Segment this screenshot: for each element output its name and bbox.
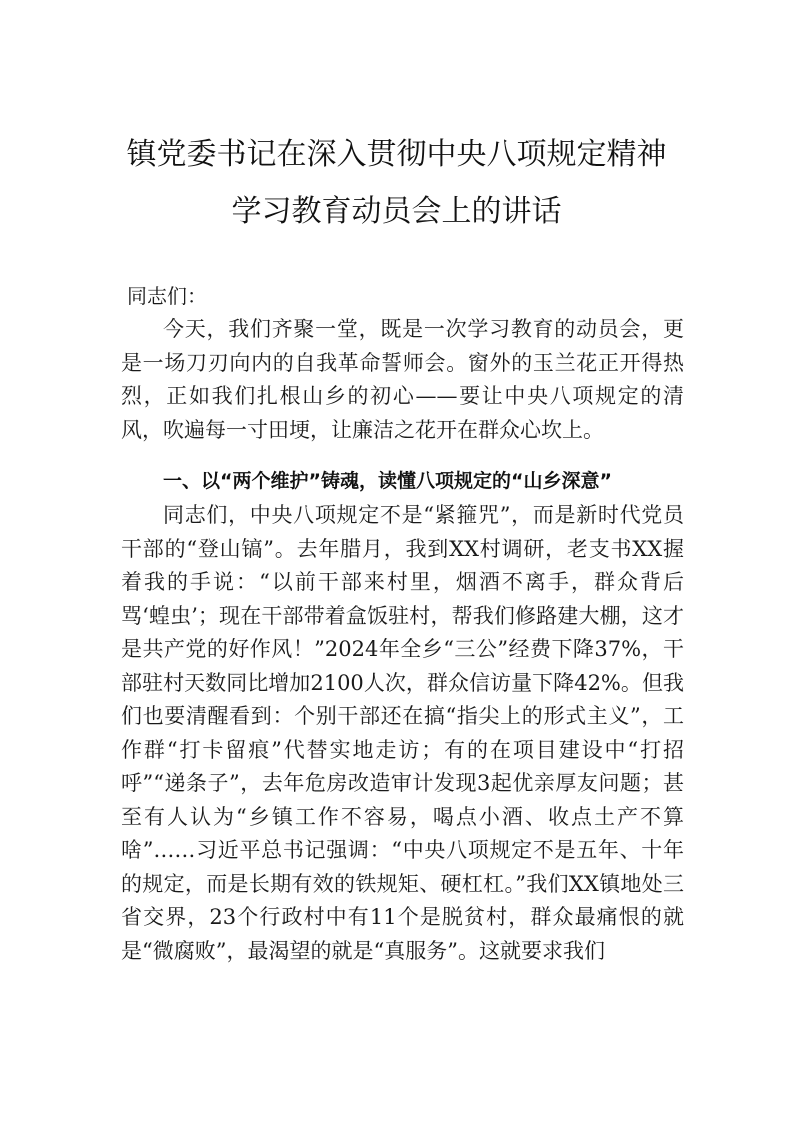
salutation: 同志们： — [127, 284, 207, 308]
paragraph-opening: 今天，我们齐聚一堂，既是一次学习教育的动员会，更是一场刀刃向内的自我革命誓师会。窗外的玉兰花正开得热烈，正如我们扎根山乡的初心——要让中央八项规定的清风，吹遍每一寸田埂，让廉洁之花开在群众心坎上。 — [121, 317, 684, 442]
document-title-line-2: 学习教育动员会上的讲话 — [231, 194, 562, 229]
paragraph-section-1: 同志们，中央八项规定不是“紧箍咒”，而是新时代党员干部的“登山镐”。去年腊月，我到XX村调研，老支书XX握着我的手说：“以前干部来村里，烟酒不离手，群众背后骂‘蝗虫’；现在干部带着盒饭驻村，帮我们修路建大棚，这才是共产党的好作风！”2024年全乡“三公”经费下降37%，干部驻村天数同比增加2100人次，群众信访量下降42%。但我们也要清醒看到：个别干部还在搞“指尖上的形式主义”，工作群“打卡留痕”代替实地走访；有的在项目建设中“打招呼”“递条子”，去年危房改造审计发现3起优亲厚友问题；甚至有人认为“乡镇工作不容易，喝点小酒、收点土产不算啥”……习近平总书记强调：“中央八项规定不是五年、十年的规定，而是长期有效的铁规矩、硬杠杠。”我们XX镇地处三省交界，23个行政村中有11个是脱贫村，群众最痛恨的就是“微腐败”，最渴望的就是“真服务”。这就要求我们 — [121, 503, 684, 963]
section-heading-1: 一、以“两个维护”铸魂，读懂八项规定的“山乡深意” — [163, 470, 612, 492]
document-title-line-1: 镇党委书记在深入贯彻中央八项规定精神 — [126, 137, 667, 172]
